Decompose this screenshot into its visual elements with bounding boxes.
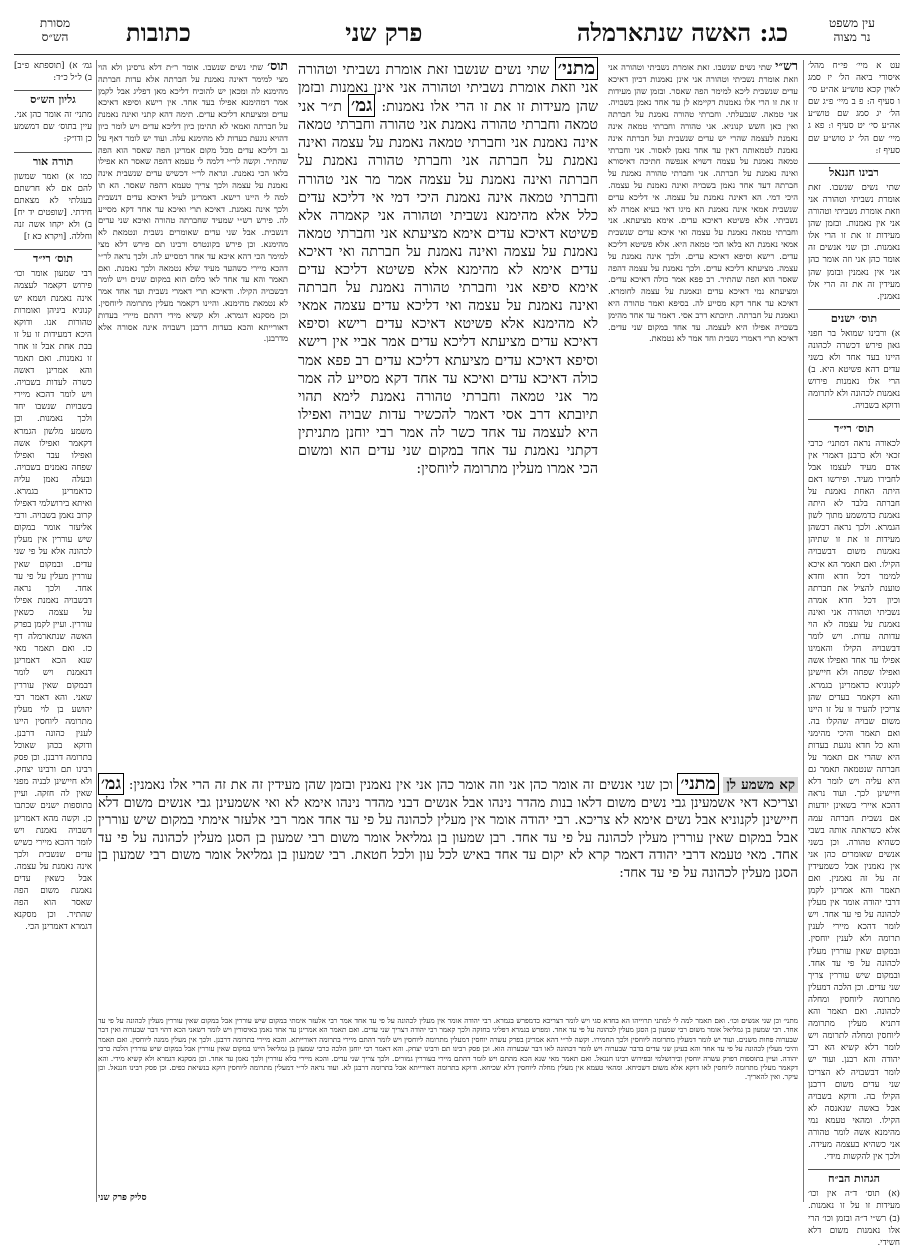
torah-or-title: תורה אור bbox=[14, 152, 92, 168]
ein-mishpat-heading: עין משפט נר מצוה bbox=[829, 16, 875, 44]
tosafot-yeshanim-text: א) ורבינו שמואל בר חפני גאון פירש דכשרה לכהונה היינו בעד אחד ולא בשני עדים דהא פשיטא היא. ב) הרי אלו נאמנות פירוש נאמנות לכהונה ולא לתרומה ודוקא בשבויה. bbox=[808, 328, 900, 412]
rashi-text: שתי נשים שנשבו. זאת אומרת נשביתי וטהורה אני וזאת אומרת נשביתי וטהורה אני אינן נאמנות דכיון דאיכא עדים שנשבית ליכא למימר הפה שאסר. ובזמן שהן מעידות זו את זו הרי אלו נאמנות דקיימא לן עד אחד נאמן בשבויה. אני טמאה. שנבעלתי. וחברתי טהורה נאמנת על חברתה ואין כאן חשש קנוניא. אני טהורה וחברתי טמאה אינה נאמנת לעצמה שהרי יש עדים שנשבית ועל חברתה אינה נאמנת לטמאותה דאין עד אחד נאמן לאסור. אני וחברתי טמאה נאמנת על עצמה דשויא אנפשה חתיכה דאיסורא ואינה נאמנת על חברתה. אני וחברתי טהורה נאמנת על חברתה דעד אחד נאמן בשבויה ואינה נאמנת על עצמה. היכי דמי. הא דאינה נאמנת על עצמה. אי דליכא עדים שנשבית אמאי אינה נאמנת הא מיגו דאי בעיא אמרה לא נשביתי. אלא פשיטא דאיכא עדים. אימא מציעתא. אני וחברתי טמאה נאמנת על עצמה ואי איכא עדים שנשבית אמאי נאמנת הא בלאו הכי טמאה היא. אלא פשיטא דליכא עדים. רישא וסיפא דאיכא עדים. ולכך אינה נאמנת על עצמה. מציעתא דליכא עדים. ולכך נאמנת על עצמה דהפה שאסר הוא הפה שהתיר. רב פפא אמר כולה דאיכא עדים. ומציעתא נמי דאיכא עדים ונאמנת על עצמה לחומרא. דאיכא עד אחד דקא מסייע לה. בסיפא ואמר טהורה היא ונאמנת על חברתה. תיובתא דרב אסי. דאמר עד אחד מהימן בשבויה אפילו היא לעצמה. עד אחד במקום שני עדים. דאיכא תרי דאמרי נשבית וחד אמר לא נטמאת. bbox=[608, 62, 798, 344]
chapter-number: פרק שני bbox=[345, 18, 423, 47]
gemara-text: ת״ר אני טמאה וחברתי טהורה נאמנת אני טהורה וחברתי טמאה אינה נאמנת אני וחברתי טמאה נאמנת על עצמה ואינה נאמנת על חברתה אני וחברתי טהורה נאמנת על חברתה ואינה נאמנת על עצמה אמר מר אני טהורה וחברתי טמאה אינה נאמנת היכי דמי אי דליכא עדים כלל אלא מהימנא נשביתי וטהורה אני קאמרה אלא פשיטא דאיכא עדים אימא מציעתא אני וחברתי טמאה נאמנת על עצמה ואינה נאמנת על חברתה ואי דאיכא עדים אימא לא מהימנא אלא פשיטא דליכא עדים אימא סיפא אני וחברתי טהורה נאמנת על חברתה ואינה נאמנת על עצמה ואי דליכא עדים עצמה אמאי לא מהימנא אלא פשיטא דאיכא עדים רישא וסיפא דאיכא עדים מציעתא דליכא עדים אמר אביי אין רישא וסיפא דאיכא עדים מציעתא דליכא עדים רב פפא אמר כולה דאיכא עדים ואיכא עד אחד דקא מסייע לה אמר מר אני טמאה וחברתי טהורה נאמנת לימא תהוי תיובתא דרב אסי דאמר להכשיר עדות שבויה ואפילו היא לעצמה עד אחד כשר לה אמר רבי יוחנן מתניתין דקתני נאמנת עד אחד במקום שני עדים הוא ומשום הכי אמרו מעלין מתרומה ליוחסין: bbox=[298, 99, 598, 478]
chapter-folio: כג: האשה שנתארמלה bbox=[576, 18, 788, 47]
left-margin-column bbox=[14, 60, 97, 1202]
rashi-commentary bbox=[608, 60, 798, 768]
main-body bbox=[98, 60, 798, 1202]
mishnah2-label: מתני׳ bbox=[677, 773, 718, 795]
mishnah-label: מתני׳ bbox=[555, 57, 598, 80]
tosafot-rid-title: תוס׳ רי״ד bbox=[808, 419, 900, 435]
bottom-commentary bbox=[98, 1016, 798, 1186]
gemara-label: גמ׳ bbox=[348, 94, 375, 117]
tractate-name: כתובות bbox=[126, 18, 191, 47]
tosafot-yeshanim-title: תוס׳ ישנים bbox=[808, 309, 900, 325]
gilyon-hashas-text: מתני׳ זה אומר כהן אני. עיין בתוס׳ שם דמשמע כן ודו״ק: bbox=[14, 110, 92, 145]
gemara-continuation bbox=[98, 776, 798, 1008]
page-header bbox=[14, 14, 900, 55]
gemara2-label: גמ׳ bbox=[98, 773, 124, 795]
masoret-hashas-heading: מסורת הש״ס bbox=[39, 16, 71, 44]
masoret-text: גמ׳ א) [תוספתא פ״ב] ב) ל״ל כ״ד: bbox=[14, 61, 92, 84]
ein-mishpat-text: עט א מיי׳ פי״ח מהל׳ איסורי ביאה הל׳ יז סמג לאוין קכא טוש״ע אה״ע סי׳ ו סעיף ה: פ ב מיי׳ פ״ג שם הל׳ יג סמג שם טוש״ע אה״ע סי׳ יט סעיף ו: פא ג מיי׳ שם הל׳ יג טוש״ע שם סעיף ז: bbox=[808, 61, 900, 156]
rabbeinu-chananel-title: רבינו חננאל bbox=[808, 163, 900, 179]
mishnah-text: שתי נשים שנשבו זאת אומרת נשביתי וטהורה אני וזאת אומרת נשביתי וטהורה אני אינן נאמנות ובזמן שהן מעידות זו את זו הרי אלו נאמנות: bbox=[298, 62, 598, 116]
tosafot-rid-text: לכאורה נראה דמתני׳ כרבי זכאי ולא כרבנן דאמרי אין אדם מעיד לעצמו אבל לחבירו מעיד. ופירשו דאם היתה האחת נאמנת על חברתה בלבד לא היתה נאמנת כדמשמע מתוך לשון הגמרא. ולכך נראה דכשהן מעידות זו את זו שתיהן נאמנות משום דבשבויה הקילו. ואם תאמר הא איכא למימר דכל חדא וחדא טוענת להציל את חברתה וכיון דכל חדא אמרה נשביתי וטהורה אני ואינה נאמנת על עצמה לא הוי עדותה עדות. ויש לומר דבשבויה הקילו והאמינו אפילו עד אחד ואפילו אשה ואפילו שפחה ולא חיישינן לקנוניא כדאמרינן בגמרא. והא דקאמר בעדים שהן צריכין להעיד זו על זו היינו משום שבויה שהקלו בה. ואם תאמר והיכי מהימני והא כל חדא נוגעת בעדות היא שהרי אם תאמר על חברתה שנטמאה תאמר גם היא עליה ויש לומר דלא חיישינן לכך. ועוד נראה דהכא איירי בשאינן יודעות אם נשבית חברתה עמה אלא כשראתה אותה בשבי כשהיא טהורה. וכן בשני אנשים שאומרים כהן אני אין נאמנין אבל כשמעידין זה על זה נאמנין. ואם תאמר והא אמרינן לקמן דרבי יהודה אומר אין מעלין לכהונה על פי עד אחד. ויש לומר דהכא מיירי לענין תרומה ולא לענין יוחסין. ובמקום שאין עוררין מעלין לכהונה על פי עד אחד. ובמקום שיש עוררין צריך שני עדים. וכן הלכה דמעלין מתרומה ליוחסין ומחלה לכהונה. ואם תאמר והא דתניא מעלין מתרומה ליוחסין ומחלה לתרומה ויש לומר דלא קשיא הא רבי יהודה והא רבנן. ועוד יש לומר דבשבויה לא הצריכו שני עדים משום דרבנן הקילו בה. ודוקא בשבויה אבל באשה שנאנסה לא הקילו. ומהאי טעמא נמי מהימנא אשה לומר טהורה אני כשהיא בעצמה מעידה. ולכך אין להקשות מידי. bbox=[808, 438, 900, 1163]
mishnah2-text: וכן שני אנשים זה אומר כהן אני וזה אומר כהן אני אין נאמנין ובזמן שהן מעידין זה את זה הרי אלו נאמנין: bbox=[128, 778, 673, 793]
chapter-end-note: סליק פרק שני bbox=[98, 1193, 147, 1203]
tosafot-commentary bbox=[98, 60, 288, 768]
talmud-page bbox=[13, 14, 900, 1248]
hagahot-title: הגהות הב״ח bbox=[808, 1169, 900, 1185]
left-rid-text: רבי שמעון אומר וכו׳ פירוש דקאמר לעצמה אינה נאמנת ושמא יש קנוניא ביניהן ואומרות טהורות אנו. ודוקא היכא דמעידות זו על זו בבת אחת אבל זו אחר זו נאמנות. ואם תאמר והא אמרינן דאשה כשרה לעדות בשבויה. ויש לומר דהכא מיירי בשבויות שנשבו יחד ולכך נאמנות. וכן משמע מלשון הגמרא דקאמר ואפילו אשה ואפילו עבד ואפילו שפחה נאמנים בשבויה. ובעלה נאמן עליה כדאמרינן בגמרא. ואיתא בירושלמי דאפילו קרוב נאמן בשבויה. ורבי אליעזר אומר במקום שיש עוררין אין מעלין לכהונה אלא על פי שני עדים. ובמקום שאין עוררין מעלין על פי עד אחד. ולכך נראה דבשבויה נאמנת אפילו על עצמה כשאין עוררין. ועיין לקמן בפרק האשה שנתארמלה דף כז. ואם תאמר מאי שנא הכא דאמרינן דנאמנת ויש לומר דבמקום שאין עוררין שאני. והא דאמר רבי יהושע בן לוי מעלין מתרומה ליוחסין היינו לענין כהונה דרבנן. ודוקא בכהן שאוכל בתרומה דרבנן. וכן פסק רבינו תם ורבינו יצחק. ולא חיישינן לבניה מפני שאין לה חזקה. ועיין בתוספות ישנים שכתבו כן. וקשה מהא דאמרינן דשבויה נאמנת ויש לומר דהכא מיירי כשיש עדים שנשבית ולכך אינה נאמנת על עצמה. אבל כשאין עדים נאמנת משום הפה שאסר הוא הפה שהתיר. וכן מסקנא דגמרא דאמרינן הכי. bbox=[13, 269, 92, 933]
left-rid-title: תוס׳ רי״ד bbox=[14, 249, 92, 265]
highlighted-phrase: קא משמע לן bbox=[723, 777, 798, 793]
rashi-heading: רש״י bbox=[775, 58, 799, 73]
hagahot-text: (א) תוס׳ ד״ה אין וכו׳ מעידות זו על זו נאמנות. (ב) רש״י ד״ה ובזמן וכו׳ הרי אלו נאמנות משום דלא חשידי. bbox=[808, 1189, 900, 1248]
page-title bbox=[114, 18, 800, 48]
gemara2-text: וצריכא דאי אשמעינן גבי נשים משום דלאו בנות מהדר נינהו אבל אנשים דבני מהדר נינהו אימא לא ואי אשמעינן גבי אנשים משום דלא חיישינן לקנוניא אבל נשים אימא לא צריכא. רבי יהודה אומר אין מעלין לכהונה על פי עד אחד אמר רבי אלעזר אימתי במקום שיש עוררין אבל במקום שאין עוררין מעלין לכהונה על פי עד אחד. רבן שמעון בן גמליאל אומר משום רבי שמעון בן הסגן מעלין לכהונה על פי עד אחד. מאי טעמא דרבי יהודה דאמר קרא לא יקום עד אחד באיש לכל עון ולכל חטאת. רבי שמעון בן גמליאל אומר משום רבי שמעון בן הסגן מעלין לכהונה על פי עד אחד: bbox=[98, 795, 798, 881]
tosafot-text: שתי נשים שנשבו. אומר ר״ת דלא גרסינן ולא הוי מצי למימר דאינה נאמנת על חברתה אלא עדות חברתה מהימנא לה ומכאן יש להוכיח דליכא מאן דפליג אבל לקמן אמר דמהימנא אפילו בעד אחד. אין רישא וסיפא דאיכא עדים ומציעתא דליכא עדים. תימה דהא קתני ואינה נאמנת על חברתה ואמאי לא תהימן כיון דליכא עדים ויש לומר כיון דהויא נוגעת בעדות לא מהימנא עלה. ועוד יש לומר דאף על גב דליכא עדים מכל מקום אמרינן הפה שאסר הוא הפה שהתיר. וקשה לר״י דלמה לי טעמא דהפה שאסר הא אפילו בלאו הכי נאמנת. ונראה לר״י דכשיש עדים שנשבית אינה נאמנת על עצמה ולכך צריך טעמא דהפה שאסר. הא תו למה לי היינו רישא. דאמרינן לעיל דאיכא עדים דנשבית ולכך אינה נאמנת. דאיכא תרי ואיכא עד אחד דקא מסייע לה. פירש רש״י שמעיד שחברתה טהורה ואיכא שני עדים דנשבית. אבל שני עדים שאומרים נשבית ונטמאת לא מהימנא. וכן פירש בקונטרס ורבינו תם פירש דלא מצי למימר הכי דהא איכא עד אחד דמסייע לה. ולכך נראה לר״י דהכא מיירי כשהעד מעיד שלא נטמאה ולכך נאמנת. ואם תאמר והא עד אחד לאו כלום הוא במקום שנים ויש לומר דבשבויה הקילו. ודאיכא תרי דאמרי נשבית ועד אחד אמר לא נטמאת מהימנא. והיינו דקאמר מעלין מתרומה ליוחסין. וכן מסקנא דגמרא. ולא קשיא מידי דהתם מיירי בעדות דאורייתא והכא בעדות דרבנן דשבויה אינה אסורה אלא מדרבנן. bbox=[98, 62, 288, 344]
right-margin-column bbox=[803, 60, 900, 1248]
gemara-text-block bbox=[298, 60, 598, 768]
rabbeinu-chananel-text: שתי נשים שנשבו. זאת אומרת נשביתי וטהורה אני וזאת אומרת נשביתי וטהורה אני אין נאמנות. ובזמן שהן מעידות זו את זו הרי אלו נאמנות. וכן שני אנשים זה אומר כהן אני וזה אומר כהן אני אין נאמנין ובזמן שהן מעידין זה את זה הרי אלו נאמנין. bbox=[808, 182, 900, 302]
gilyon-hashas-title: גליון הש״ס bbox=[14, 90, 92, 106]
bottom-text: מתני׳ וכן שני אנשים וכו׳. ואם תאמר למה לי למתני תרוייהו הא בחדא סגי ויש לומר דצריכא כדמפרש בגמרא. רבי יהודה אומר אין מעלין לכהונה על פי עד אחד אמר רבי אלעזר אימתי במקום שיש עוררין אבל במקום שאין עוררין מעלין לכהונה על פי עד אחד. רבי שמעון בן גמליאל אומר משום רבי שמעון בן הסגן מעלין לכהונה על פי עד אחד. ומפרש בגמרא דפליגי בחזקה ולכך קאמר רבי יהודה דצריך שני עדים. ואם תאמר הא אמרינן עד אחד נאמן באיסורין ויש לומר דשאני הכא דהוי דבר שבערוה ואין דבר שבערוה פחות משנים. ועוד יש לומר דמעלין מתרומה ליוחסין ולכך החמירו. וקשה לר״י דהא אמרינן בפרק עשרה יוחסין דמעלין מתרומה ליוחסין ויש לומר דהתם מיירי בתרומה דאורייתא. והכא מיירי בתרומה דרבנן. ולכך אין מעלין ממנה ליוחסין. ואם תאמר והיכי מעלין לכהונה על פי עד אחד והא בעינן שני עדים בדבר שבערוה ויש לומר דכהונה לאו דבר שבערוה הוא. וכן פסק רבינו תם ורבינו יצחק. והא דאמר רבי יוחנן הלכה כרבי שמעון בן גמליאל היינו במקום שאין עוררין אבל במקום שיש עוררין הלכה כרבי יהודה. ועיין בתוספות דפרק עשרה יוחסין ובירושלמי ובפירוש רבינו חננאל. ואם תאמר מאי שנא הכא מהתם ויש לומר דהתם מיירי בעוררין גמורים. ולכך צריך שני עדים. והכא מיירי בלא עוררין ולכך נאמן עד אחד. וכן מסקנא דגמרא ולא קשיא מידי. והא דקאמר מעלין מתרומה ליוחסין לאו דוקא אלא משום דשכיחא. ומהאי טעמא אין מעלין מחלה ליוחסין דלא שכיחא. ודוקא בתרומה דאורייתא אבל בתרומה דרבנן לא. ועוד נראה לר״י דמעלין מתרומה ליוחסין דוקא בנשיאת כפים. וכן פסק רבינו חננאל. וכן עיקר. ואין להאריך. bbox=[98, 1016, 798, 1082]
torah-or-text: כמו א) ואמר שמשון להם אם לא חרשתם בעגלתי לא מצאתם חידתי. [שופטים יד יח] ב) ולא יקחו אשה זנה וחללה. [ויקרא כא ז] bbox=[14, 171, 92, 243]
tosafot-heading: תוס׳ bbox=[267, 58, 288, 73]
